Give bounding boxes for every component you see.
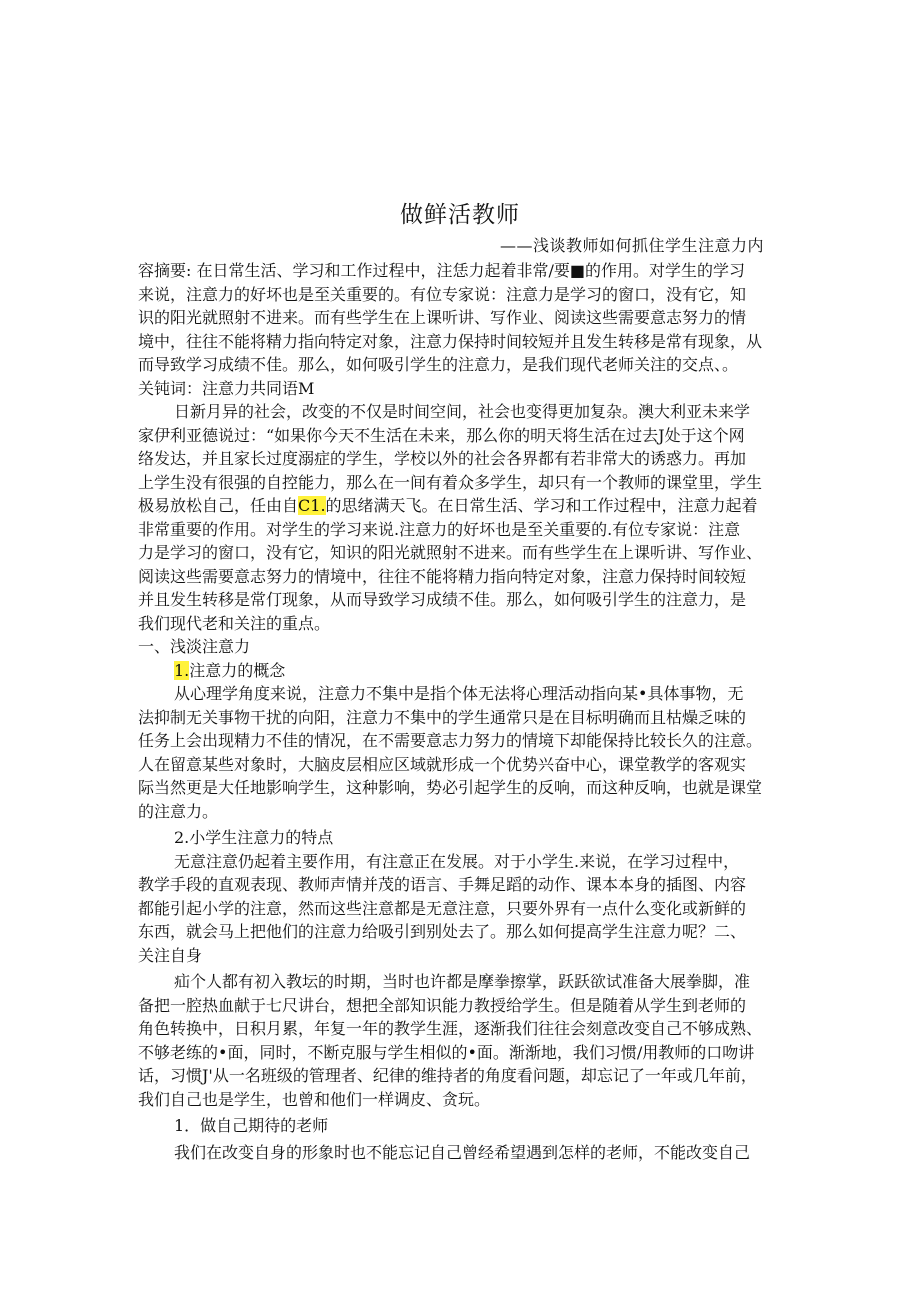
intro-line-with-highlight <box>138 494 788 518</box>
intro-line: 力是学习的窗口，没有它，知识的阳光就照射不进来。而有些学生在上课听讲、写作业、 <box>138 543 763 562</box>
abstract-line: 来说，注意力的好坏也是至关重要的。有位专家说：注意力是学习的窗口，没有它，知 <box>138 284 747 304</box>
body-line: 都能引起小学的注意，然而这些注意都是无意注意，只要外界有一点什么变化或新鲜的 <box>138 898 747 918</box>
body-line: 角色转换中，日积月累，年复一年的教学生涯，逐渐我们往往会刻意改变自己不够成熟、 <box>138 1019 763 1038</box>
body-line: 法抑制无关事物干扰的向阳，注意力不集中的学生通常只是在目标明确而且枯燥乏味的 <box>138 707 747 727</box>
abstract-line: 境中，往往不能将精力指向特定对象，注意力保持时间较短并且发生转移是常有现象，从 <box>138 331 763 351</box>
intro-line: 家伊利亚德说过：“如果你今天不生活在未来，那么你的明天将生活在过去J处于这个网 <box>138 425 745 445</box>
intro-line-part: 极易放松自己，任由自 <box>138 496 299 515</box>
abstract-line: 而导致学习成绩不佳。那么，如何吸引学生的注意力，是我们现代老师关注的交点、。 <box>138 355 739 374</box>
body-line: 备把一腔热血献于七尺讲台，想把全部知识能力教授给学生。但是随着从学生到老师的 <box>138 995 747 1015</box>
abstract-line: 容摘要: 在日常生活、学习和工作过程中，注恁力起着非常/要■的作用。对学生的学习 <box>138 261 745 280</box>
body-line: 东西，就会马上把他们的注意力给吸引到别处去了。那么如何提高学生注意力呢？二、 <box>138 922 747 941</box>
body-line: 人在留意某些对象时，大脑皮层相应区域就形成一个优势兴奋中心，课堂教学的客观实 <box>138 754 747 774</box>
intro-line: 阅读这些需要意志努力的情境中，往往不能将精力指向特定对象，注意力保持时间较短 <box>138 566 747 586</box>
section-heading: 一、浅淡注意力 <box>138 637 251 656</box>
body-line: 际当然更是大任地影响学生，这种影响，势必引起学生的反响，而这种反响，也就是课堂 <box>138 778 763 797</box>
intro-line: 我们现代老和关注的重点。 <box>138 613 331 633</box>
keywords-line: 关钝词：注意力共同语M <box>138 378 315 398</box>
highlighted-number: 1. <box>174 660 190 680</box>
body-line: 教学手段的直观表现、教师声情并茂的语言、手舞足蹈的动作、课本本身的插图、内容 <box>138 875 747 894</box>
body-line: 无意注意仍起着主要作用，有注意正在发展。对于小学生.来说，在学习过程中， <box>174 851 740 871</box>
body-line: 关注自身 <box>138 945 203 965</box>
document-title: 做鲜活教师 <box>400 202 520 228</box>
intro-line: 上学生没有很强的自控能力，那么在一间有着众多学生，却只有一个教师的课堂里，学生 <box>138 472 763 492</box>
intro-line: 络发达，并且家长过度溺症的学生，学校以外的社会各界都有若非常大的诱惑力。再加 <box>138 449 747 468</box>
document-subtitle: ——浅谈教师如何抓住学生注意力内 <box>500 236 765 255</box>
highlighted-text: C1. <box>298 496 326 515</box>
subsection-title: 注意力的概念 <box>189 660 286 680</box>
intro-line: 并且发生转移是常仃现象，从而导致学习成绩不佳。那么，如何吸引学生的注意力，是 <box>138 590 747 609</box>
subsection-heading: 1．做自己期待的老师 <box>174 1116 329 1135</box>
body-line: 不够老练的•面，同时，不断克服与学生相似的•面。渐渐地，我们习惯/用教师的口吻讲 <box>138 1042 755 1062</box>
intro-line-part: 的思绪满天飞。在日常生活、学习和工作过程中，注意力起着 <box>325 496 758 515</box>
subsection-heading <box>138 659 788 683</box>
body-line: 我们在改变自身的形象时也不能忘记自己曾经希望遇到怎样的老师，不能改变自己 <box>174 1142 751 1162</box>
body-line: 疝个人都有初入教坛的时期，当时也许都是摩拳擦掌，跃跃欲试准备大展拳脚，准 <box>174 972 751 991</box>
subsection-heading: 2.小学生注意力的特点 <box>174 828 334 847</box>
body-line: 我们自己也是学生，也曾和他们一样调皮、贪玩。 <box>138 1089 491 1109</box>
document-body <box>138 259 788 1164</box>
abstract-line: 识的阳光就照射不进来。而有些学生在上课听讲、写作业、阅读这些需要意志努力的情 <box>138 308 747 327</box>
intro-line: 非常重要的作用。对学生的学习来说.注意力的好坏也是至关重要的.有位专家说：注意 <box>138 519 741 539</box>
body-line: 任务上会出现精力不佳的情况，在不需要意志力努力的情境下却能保持比较长久的注意。 <box>138 731 763 750</box>
intro-line: 日新月异的社会，改变的不仅是时间空间，社会也变得更加复杂。澳大利亚未来学 <box>174 402 751 421</box>
body-line: 话，习惯J'从一名班级的管理者、纪律的维持者的角度看问题，却忘记了一年或几年前， <box>138 1066 757 1085</box>
body-line: 的注意力。 <box>138 801 219 821</box>
body-line: 从心理学角度来说，注意力不集中是指个体无法将心理活动指向某•具体事物，无 <box>174 684 744 703</box>
